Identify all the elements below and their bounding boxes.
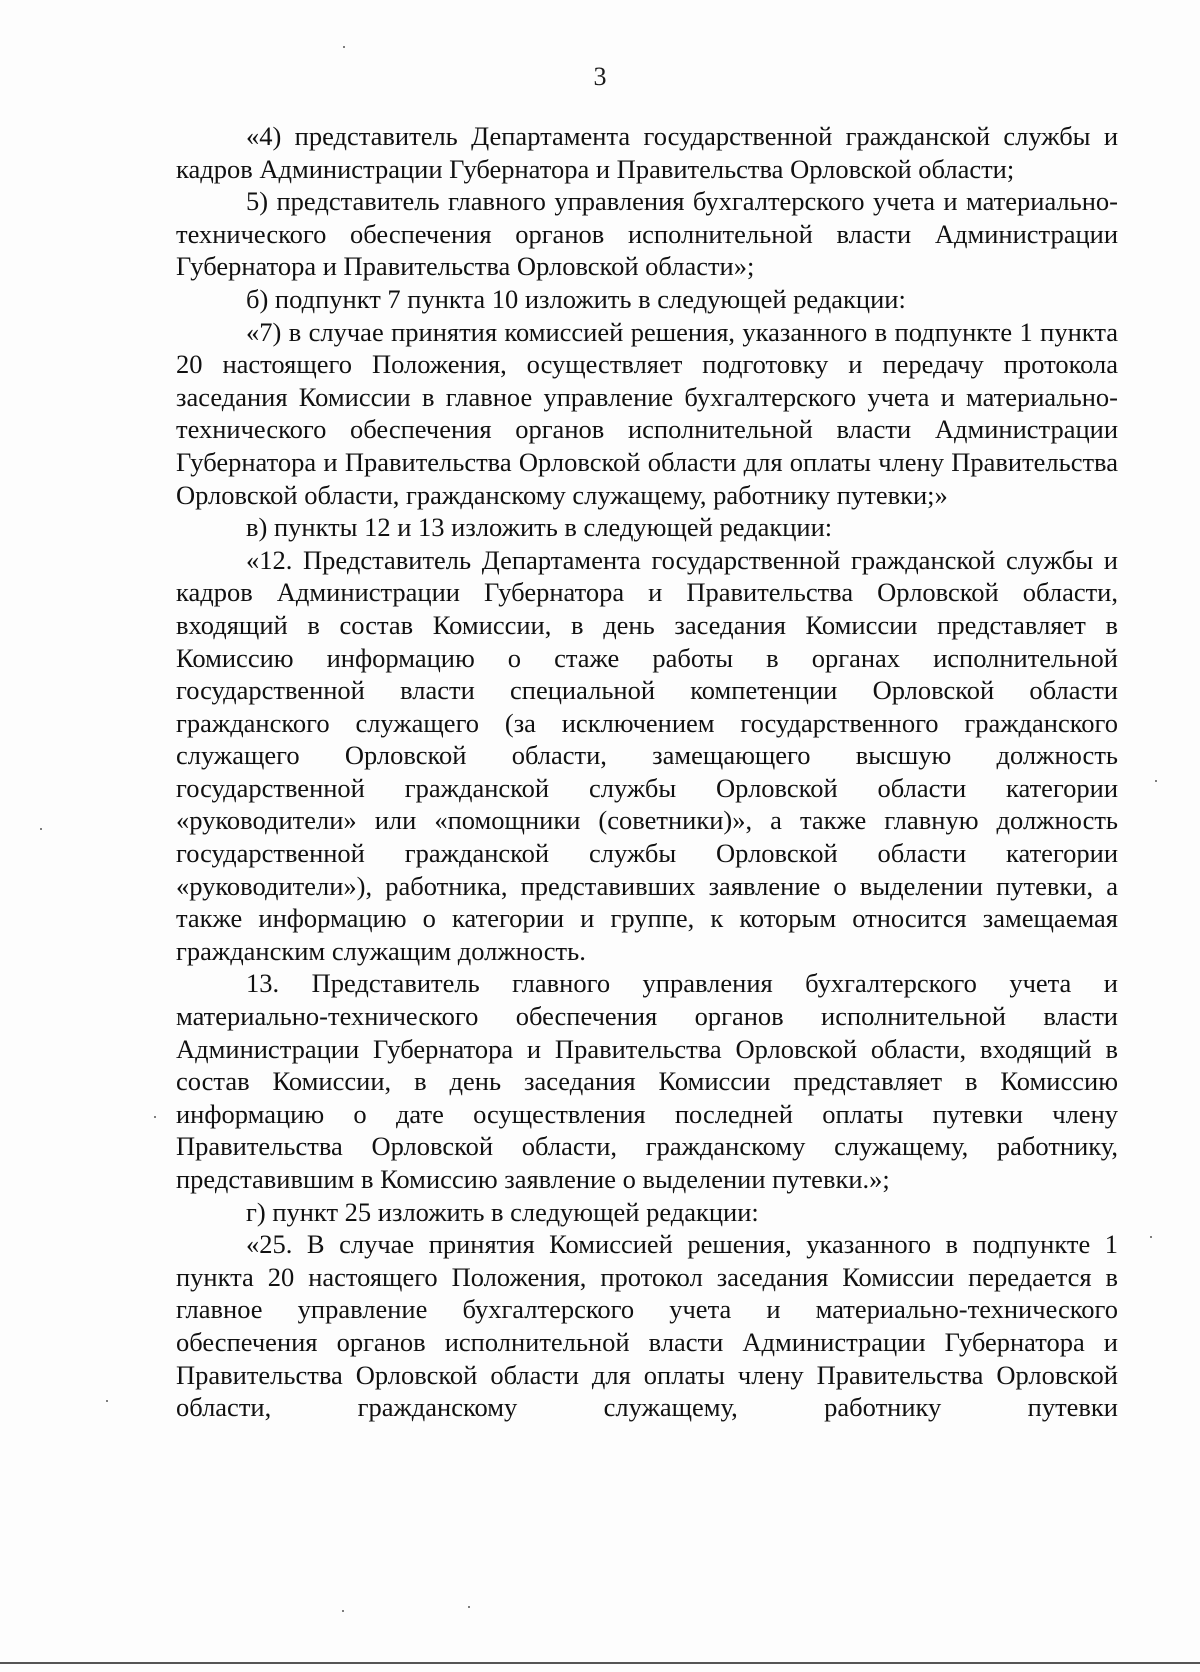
scan-bottom-edge bbox=[0, 1662, 1200, 1664]
paragraph-point-25: «25. В случае принятия Комиссией решения, указанного в подпункте 1 пункта 20 настоящего Положения, протокол заседания Комиссии передается в главное управление бухгалтерского учета и материально-технического обеспечения органов исполнительной власти Администрации Губернатора и Правительства Орловской области для оплаты члену Правительства Орловской области, гражданскому служащему, работнику путевки bbox=[176, 1229, 1118, 1423]
paragraph-item-4: «4) представитель Департамента государственной гражданской службы и кадров Администрации Губернатора и Правительства Орловской области; bbox=[176, 121, 1118, 184]
page-number: 3 bbox=[593, 62, 607, 91]
paragraph-point-13: 13. Представитель главного управления бухгалтерского учета и материально-технического обеспечения органов исполнительной власти Администрации Губернатора и Правительства Орловской области, входящий в состав Комиссии, в день заседания Комиссии представляет в Комиссию информацию о дате осуществления последней оплаты путевки члену Правительства Орловской области, гражданскому служащему, работнику, представившим в Комиссию заявление о выделении путевки.»; bbox=[176, 968, 1118, 1194]
scan-speck bbox=[342, 1610, 344, 1612]
scan-speck bbox=[40, 828, 42, 830]
scan-speck bbox=[106, 1400, 108, 1402]
paragraph-subpoint-b: б) подпункт 7 пункта 10 изложить в следующей редакции: bbox=[246, 283, 906, 314]
scan-speck bbox=[1155, 780, 1157, 782]
paragraph-subpoint-g: г) пункт 25 изложить в следующей редакции: bbox=[246, 1196, 759, 1227]
paragraph-point-12: «12. Представитель Департамента государственной гражданской службы и кадров Администрации Губернатора и Правительства Орловской области, входящий в состав Комиссии, в день заседания Комиссии представляет в Комиссию информацию о стаже работы в органах исполнительной государственной власти специальной компетенции Орловской области гражданского служащего (за исключением государственного гражданского служащего Орловской области, замещающего высшую должность государственной гражданской службы Орловской области категории «руководители» или «помощники (советники)», а также главную должность государственной гражданской службы Орловской области категории «руководители»), работника, представивших заявление о выделении путевки, а также информацию о категории и группе, к которым относится замещаемая гражданским служащим должность. bbox=[176, 544, 1118, 966]
scan-speck bbox=[154, 1116, 156, 1118]
scan-speck bbox=[1150, 1236, 1152, 1238]
paragraph-subpoint-v: в) пункты 12 и 13 изложить в следующей редакции: bbox=[246, 512, 833, 543]
paragraph-item-7: «7) в случае принятия комиссией решения, указанного в подпункте 1 пункта 20 настоящего Положения, осуществляет подготовку и передачу протокола заседания Комиссии в главное управление бухгалтерского учета и материально-технического обеспечения органов исполнительной власти Администрации Губернатора и Правительства Орловской области для оплаты члену Правительства Орловской области, гражданскому служащему, работнику путевки;» bbox=[176, 316, 1118, 510]
scan-speck bbox=[468, 1606, 470, 1608]
scan-speck bbox=[343, 46, 345, 48]
paragraph-item-5: 5) представитель главного управления бухгалтерского учета и материально-технического обеспечения органов исполнительной власти Администрации Губернатора и Правительства Орловской области»; bbox=[176, 186, 1118, 282]
document-body bbox=[176, 120, 1118, 1424]
